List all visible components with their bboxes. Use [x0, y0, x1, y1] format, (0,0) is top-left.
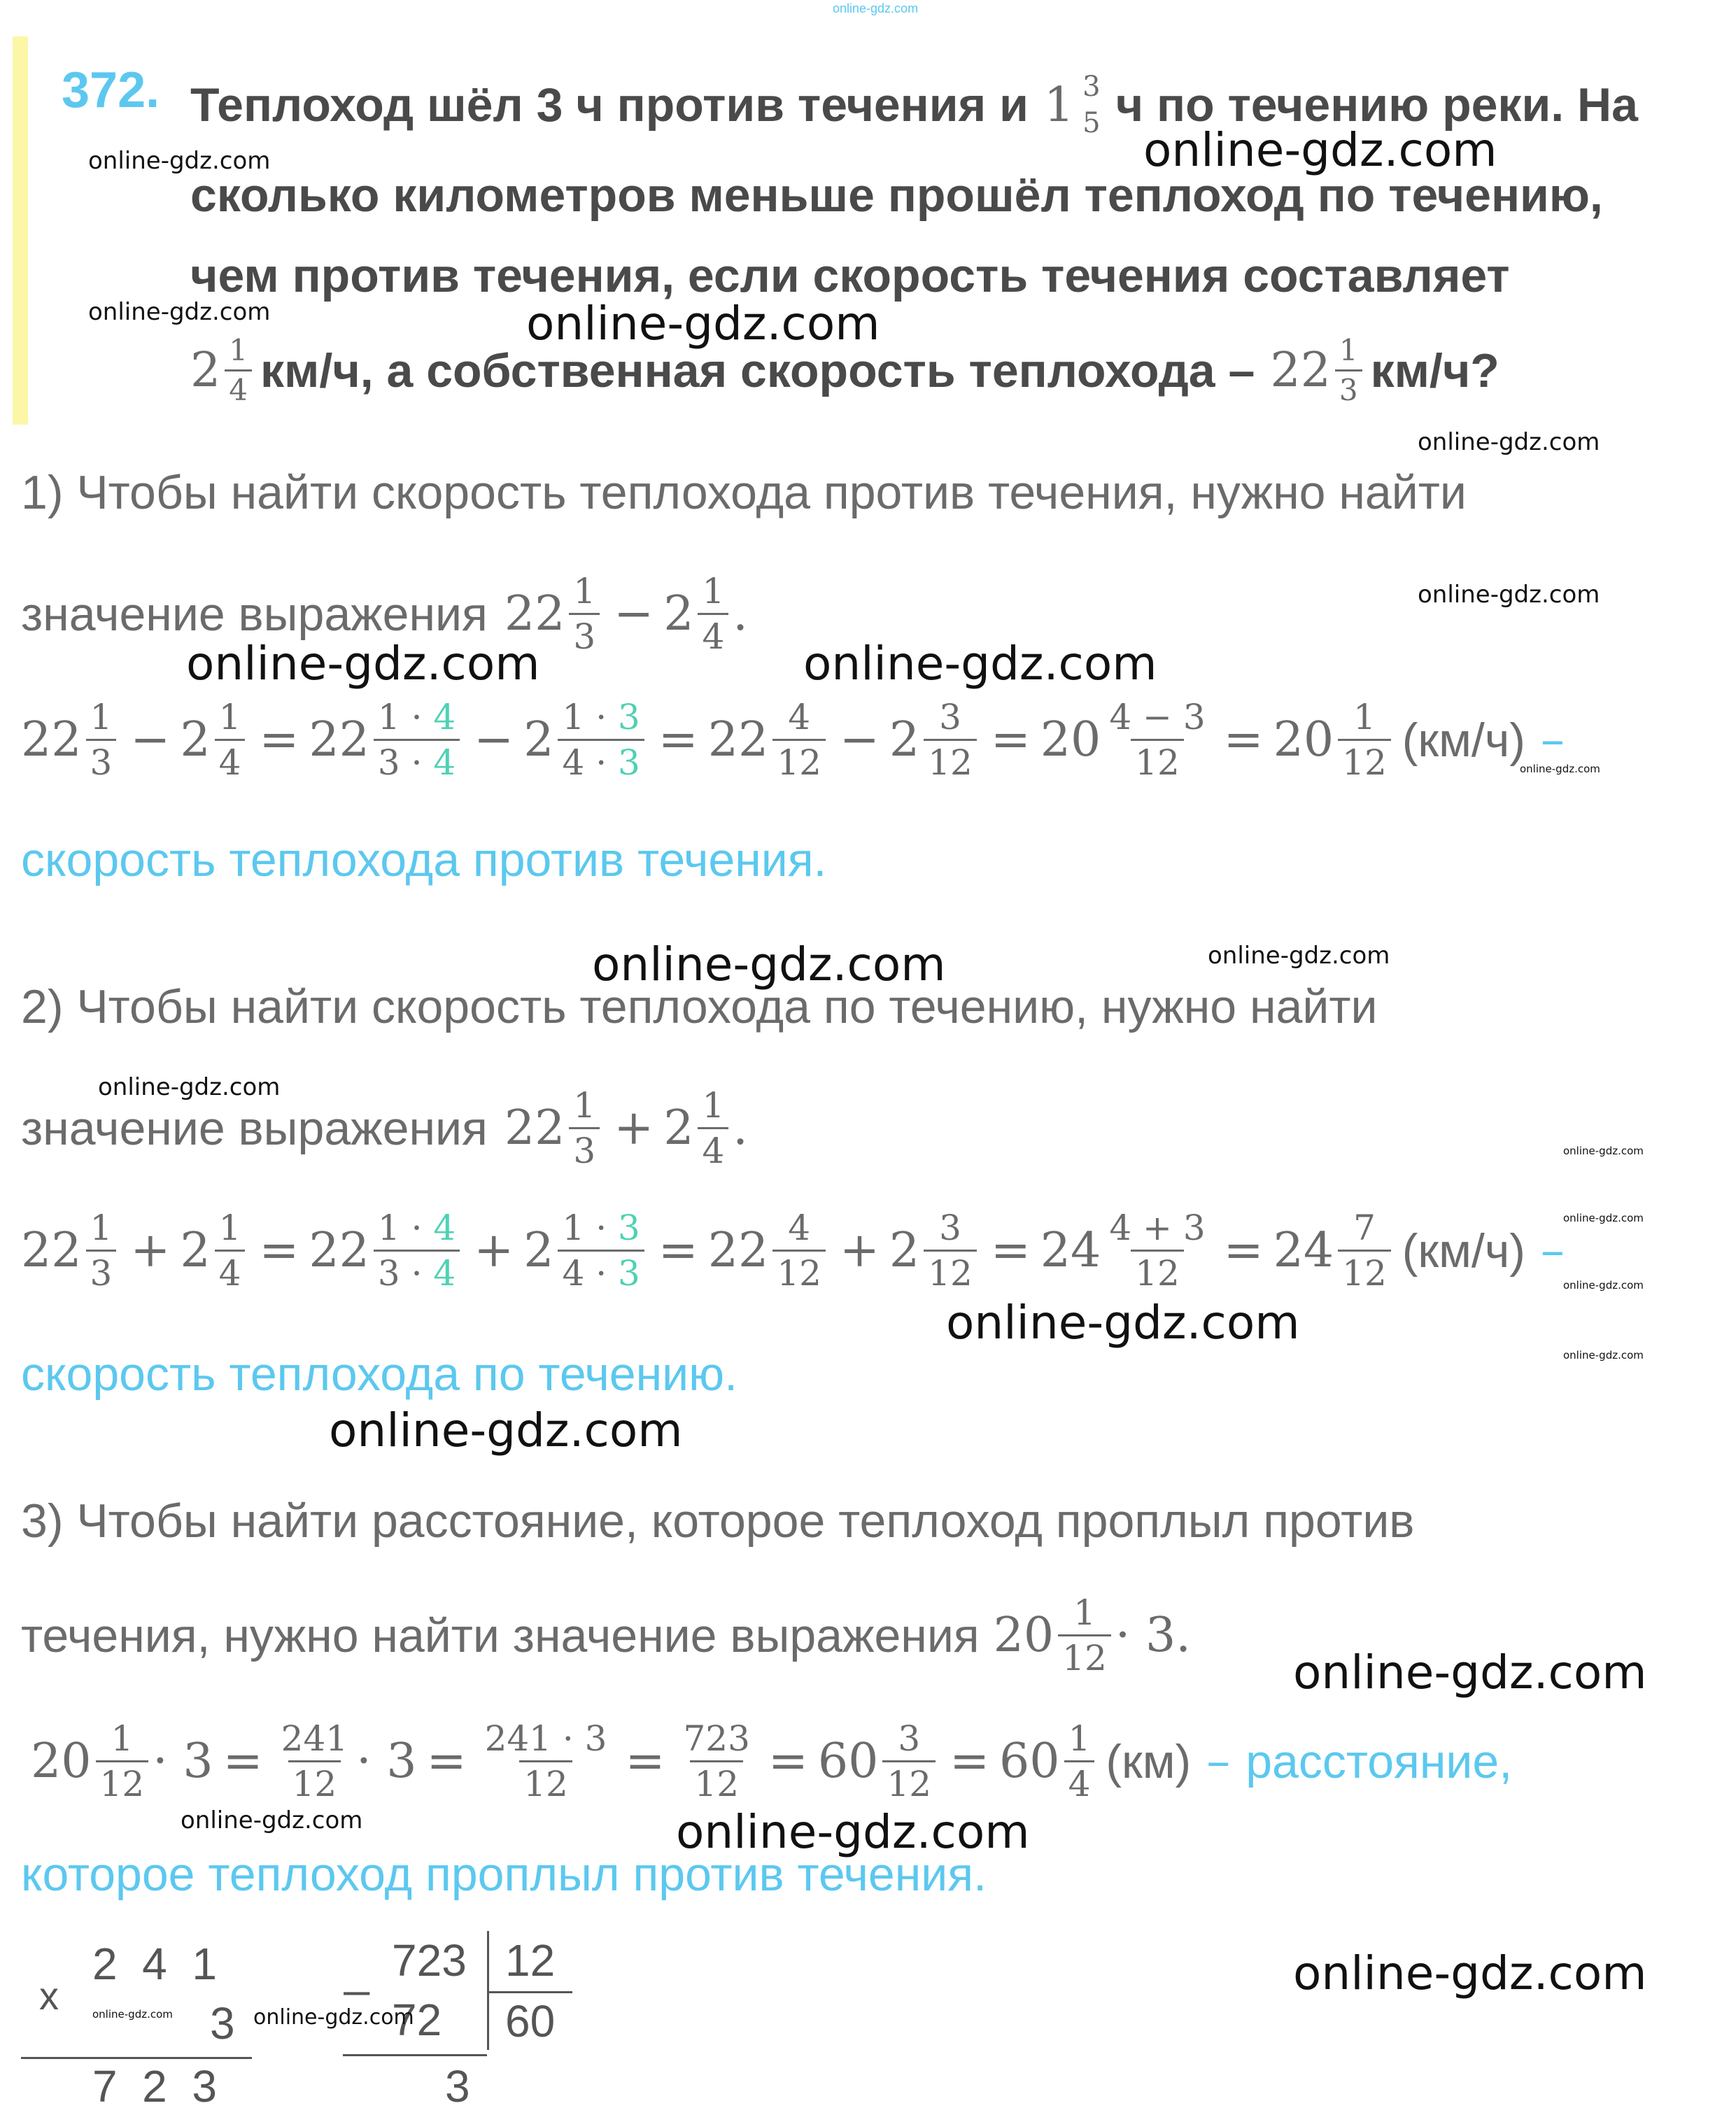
div-remainder: 3 [445, 2061, 470, 2112]
watermark: online-gdz.com [88, 147, 271, 175]
mixed-number: 22 [1270, 343, 1331, 398]
watermark: online-gdz.com [253, 2005, 414, 2030]
mult-row1: 2 4 1 [92, 1939, 217, 1989]
step1-line1: 1) Чтобы найти скорость теплохода против течения, нужно найти [21, 466, 1467, 519]
step3-result: которое теплоход проплыл против течения. [21, 1848, 987, 1901]
mult-line [21, 2057, 252, 2059]
watermark: online-gdz.com [1418, 428, 1600, 456]
watermark: online-gdz.com [592, 938, 946, 991]
watermark: online-gdz.com [88, 298, 271, 326]
mult-row2: 3 [210, 1998, 235, 2049]
mult-result: 7 2 3 [92, 2061, 217, 2112]
watermark: online-gdz.com [186, 637, 540, 691]
step3-line1: 3) Чтобы найти расстояние, которое теплоход проплыл против [21, 1494, 1415, 1548]
watermark: online-gdz.com [946, 1296, 1300, 1350]
watermark: online-gdz.com [1293, 1646, 1647, 1699]
watermark: online-gdz.com [803, 637, 1157, 691]
mixed-number: 1 [1043, 77, 1075, 133]
top-watermark: online-gdz.com [833, 1, 919, 15]
task-highlight-bar [13, 36, 28, 425]
mixed-number: 2 [190, 343, 221, 398]
watermark: online-gdz.com [1293, 1946, 1647, 2000]
task-text: км/ч? [1370, 344, 1499, 397]
fraction: $\frac{1}{4}$ [225, 336, 252, 405]
step2-line2: значение выражения 22 $\frac{1}{3}$ + 2 $\frac{1}{4}$ . [21, 1085, 748, 1171]
watermark: online-gdz.com [676, 1805, 1030, 1859]
watermark: online-gdz.com [1563, 1212, 1644, 1224]
watermark: online-gdz.com [1208, 942, 1390, 970]
watermark: online-gdz.com [1563, 1349, 1644, 1361]
step3-line2: течения, нужно найти значение выражения 20 $\frac{1}{12}$ · 3. [21, 1592, 1191, 1678]
watermark: online-gdz.com [1563, 1145, 1644, 1157]
div-sign: _ [344, 1946, 369, 1996]
step3-expression: 20 $\frac{1}{12}$ · 3. [993, 1592, 1191, 1678]
step1-calculation: 22 $\frac{1}{3}$ − 2 $\frac{1}{4}$ = 22 $\frac{1 \cdot 4}{3 \cdot 4}$ − 2 $\frac{1 \cdot 3}{4 \cdot 3}$ = 22 $\frac{4}{12}$ − 2 $\frac{3}{12}$ = 20 $\frac{4 - 3}{12}$ = 20 $\frac{1}{12}$ (км/ч) – [21, 697, 1565, 783]
task-line-2: сколько километров меньше прошёл теплоход по течению, [190, 169, 1603, 222]
step3-calculation: 20 $\frac{1}{12}$ · 3 = $\frac{241}{12}$ · 3 = $\frac{241 \cdot 3}{12}$ = $\frac{723}{12}$ = 60 $\frac{3}{12}$ = 60 $\frac{1}{4}$ (км) – расстояние, [31, 1718, 1513, 1804]
task-text: Теплоход шёл 3 ч против течения и [190, 78, 1029, 132]
watermark: online-gdz.com [1563, 1279, 1644, 1292]
task-text: ч по течению реки. На [1115, 78, 1638, 132]
watermark: online-gdz.com [1418, 581, 1600, 609]
mult-sign: x [39, 1974, 59, 2018]
task-number: 372. [62, 62, 160, 118]
div-vertical-line [487, 1931, 489, 2050]
step2-line1: 2) Чтобы найти скорость теплохода по течению, нужно найти [21, 980, 1378, 1033]
watermark: online-gdz.com [92, 2008, 173, 2021]
watermark: online-gdz.com [181, 1806, 363, 1834]
watermark: online-gdz.com [1143, 123, 1497, 177]
fraction: 3 5 [1082, 71, 1101, 139]
div-quotient-line [488, 1991, 572, 1993]
div-dividend: 723 [392, 1935, 467, 1986]
watermark: online-gdz.com [1520, 763, 1600, 775]
watermark: online-gdz.com [329, 1403, 683, 1457]
step1-expression: 22 $\frac{1}{3}$ − 2 $\frac{1}{4}$ . [504, 571, 748, 657]
step1-line2: значение выражения 22 $\frac{1}{3}$ − 2 $\frac{1}{4}$ . [21, 571, 748, 657]
div-sub-line [343, 2054, 487, 2056]
fraction: $\frac{1}{3}$ [1335, 336, 1362, 405]
step2-expression: 22 $\frac{1}{3}$ + 2 $\frac{1}{4}$ . [504, 1085, 748, 1171]
step1-result: скорость теплохода против течения. [21, 833, 827, 886]
watermark: online-gdz.com [98, 1073, 281, 1101]
div-subtrahend: 72 [392, 1995, 442, 2045]
task-text: км/ч, а собственная скорость теплохода – [260, 344, 1255, 397]
step2-calculation: 22 $\frac{1}{3}$ + 2 $\frac{1}{4}$ = 22 $\frac{1 \cdot 4}{3 \cdot 4}$ + 2 $\frac{1 \cdot 3}{4 \cdot 3}$ = 22 $\frac{4}{12}$ + 2 $\frac{3}{12}$ = 24 $\frac{4 + 3}{12}$ = 24 $\frac{7}{12}$ (км/ч) – [21, 1208, 1565, 1294]
div-quotient: 60 [505, 1996, 556, 2046]
task-line-3: чем против течения, если скорость течения составляет [190, 249, 1510, 302]
step2-result: скорость теплохода по течению. [21, 1347, 738, 1401]
watermark: online-gdz.com [526, 297, 880, 351]
div-divisor: 12 [505, 1935, 556, 1986]
